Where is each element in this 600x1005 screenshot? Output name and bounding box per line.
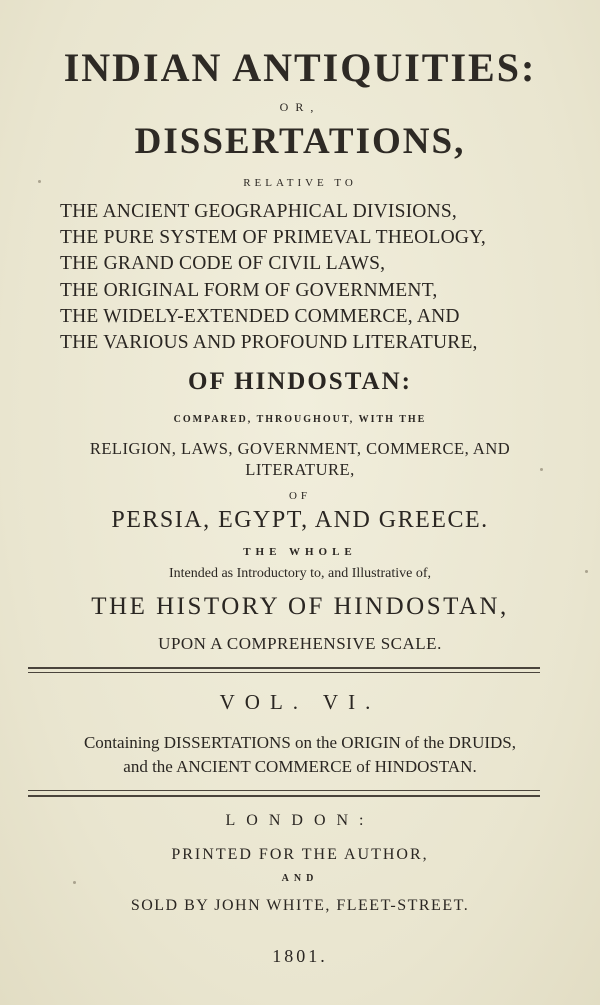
of-hindostan-heading: OF HINDOSTAN: xyxy=(188,368,412,395)
topic-line: THE GRAND CODE OF CIVIL LAWS, xyxy=(60,253,386,274)
topic-line: THE WIDELY-EXTENDED COMMERCE, AND xyxy=(60,306,460,327)
topic-line: THE ORIGINAL FORM OF GOVERNMENT, xyxy=(60,280,438,301)
literature-line: LITERATURE, xyxy=(245,460,355,479)
compared-line: COMPARED, THROUGHOUT, WITH THE xyxy=(173,414,427,425)
upon-line: UPON A COMPREHENSIVE SCALE. xyxy=(158,634,442,653)
contents-line-1: Containing DISSERTATIONS on the ORIGIN of the DRUIDS, xyxy=(83,733,517,752)
book-title: INDIAN ANTIQUITIES: xyxy=(63,45,537,90)
imprint-and: AND xyxy=(281,873,319,884)
paper-speck xyxy=(585,570,588,573)
imprint-year: 1801. xyxy=(272,946,328,966)
topic-line: THE VARIOUS AND PROFOUND LITERATURE, xyxy=(60,332,478,353)
contents-line-2: and the ANCIENT COMMERCE of HINDOSTAN. xyxy=(123,757,477,776)
or-conjunction: OR, xyxy=(279,100,321,114)
imprint-city: LONDON: xyxy=(225,812,375,829)
divider-rule xyxy=(28,795,540,797)
imprint-printed: PRINTED FOR THE AUTHOR, xyxy=(171,846,429,863)
topic-line: THE ANCIENT GEOGRAPHICAL DIVISIONS, xyxy=(60,201,457,222)
history-line: THE HISTORY OF HINDOSTAN, xyxy=(91,593,509,620)
volume-number: VOL. VI. xyxy=(219,690,381,714)
topic-line: THE PURE SYSTEM OF PRIMEVAL THEOLOGY, xyxy=(60,227,486,248)
the-whole-label: THE WHOLE xyxy=(243,546,357,558)
religion-line: RELIGION, LAWS, GOVERNMENT, COMMERCE, AND xyxy=(89,439,511,458)
imprint-sold: SOLD BY JOHN WHITE, FLEET-STREET. xyxy=(130,897,470,914)
divider-rule xyxy=(28,672,540,673)
intended-line: Intended as Introductory to, and Illustrative of, xyxy=(168,566,432,581)
relative-to-label: RELATIVE TO xyxy=(243,177,357,189)
paper-speck xyxy=(73,881,76,884)
paper-speck xyxy=(38,180,41,183)
countries-line: PERSIA, EGYPT, AND GREECE. xyxy=(111,507,489,533)
paper-speck xyxy=(540,468,543,471)
of-label: OF xyxy=(288,490,312,502)
divider-rule xyxy=(28,667,540,669)
book-subtitle: DISSERTATIONS, xyxy=(134,121,466,162)
divider-rule xyxy=(28,790,540,791)
